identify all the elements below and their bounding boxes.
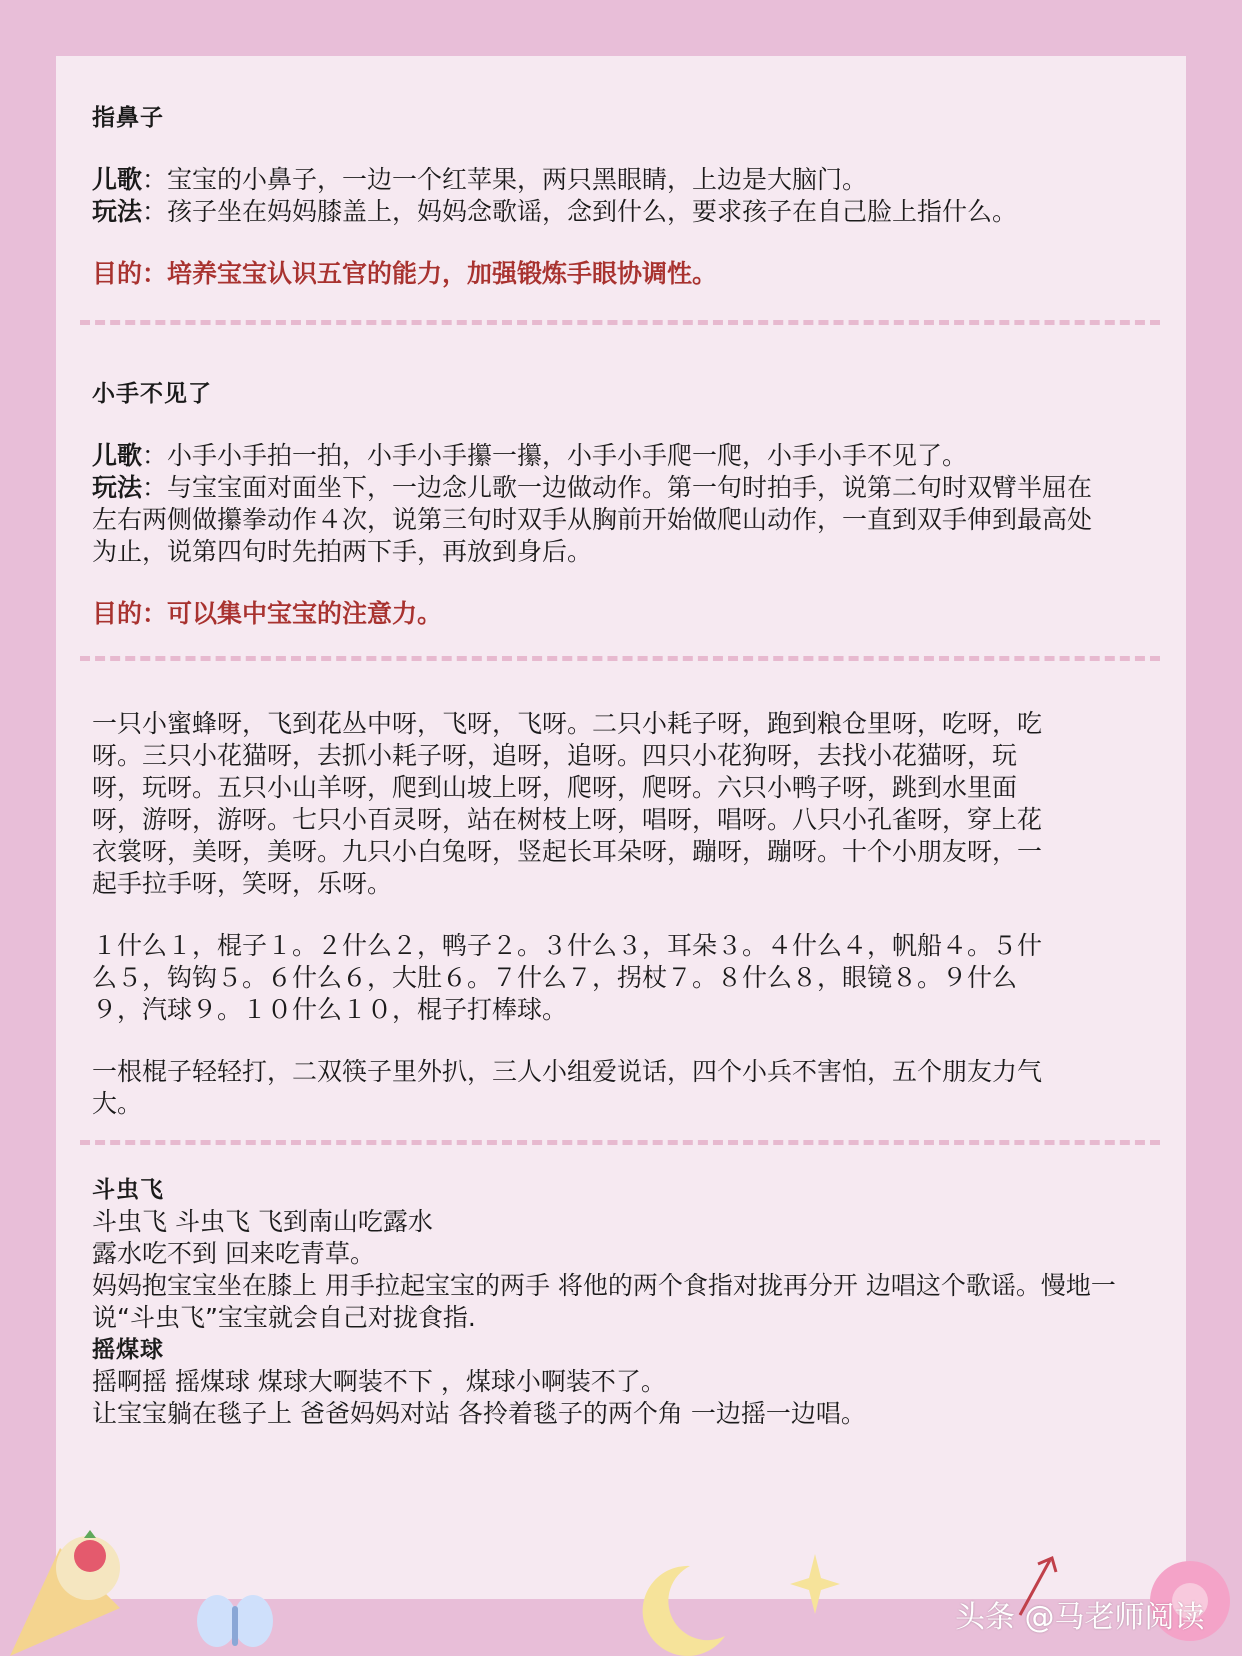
play-label: 玩法 (92, 473, 143, 502)
divider (80, 1140, 1160, 1145)
game-line: 斗虫飞 斗虫飞 飞到南山吃露水 (92, 1207, 433, 1236)
bee-rhyme: 一只小蜜蜂呀，飞到花丛中呀，飞呀，飞呀。二只小耗子呀，跑到粮仓里呀，吃呀，吃呀。三只小花猫呀，去抓小耗子呀，追呀，追呀。四只小花狗呀，去找小花猫呀，玩呀，玩呀。五只小山羊呀，爬到山坡上呀，爬呀，爬呀。六只小鸭子呀，跳到水里面呀，游呀，游呀。七只小百灵呀，站在树枝上呀，唱呀，唱呀。八只小孔雀呀，穿上花衣裳呀，美呀，美呀。九只小白兔呀，竖起长耳朵呀，蹦呀，蹦呀。十个小朋友呀，一起手拉手呀，笑呀，乐呀。 (92, 709, 1043, 898)
game-title-coal: 摇煤球 (92, 1337, 164, 1363)
rhyme-text: ：宝宝的小鼻子，一边一个红苹果，两只黑眼睛，上边是大脑门。 (142, 165, 868, 194)
play-line (92, 472, 1102, 568)
play-text: ：与宝宝面对面坐下，一边念儿歌一边做动作。第一句时拍手，说第二句时双臂半屈在左右两侧做攥拳动作４次，说第三句时双手从胸前开始做爬山动作，一直到双手伸到最高处为止，说第四句时先拍两下手，再放到身后。 (92, 473, 1093, 566)
section-games (92, 1174, 1132, 1430)
rhyme-line (92, 164, 1152, 196)
game-line: 露水吃不到 回来吃青草。 (92, 1239, 375, 1268)
game-title-bug: 斗虫飞 (92, 1177, 164, 1203)
play-label: 玩法 (92, 197, 143, 226)
star-icon (790, 1554, 840, 1614)
game-desc: 妈妈抱宝宝坐在膝上 用手拉起宝宝的两手 将他的两个食指对拢再分开 边唱这个歌谣。慢地一说“斗虫飞”宝宝就会自己对拢食指. (92, 1271, 1116, 1332)
stick-rhyme: 一根棍子轻轻打，二双筷子里外扒，三人小组爱说话，四个小兵不害怕，五个朋友力气大。 (92, 1057, 1043, 1118)
content-card (56, 56, 1186, 1599)
section-finger-nose (92, 102, 1152, 290)
watermark: 头条 @马老师阅读 (955, 1600, 1205, 1635)
section-rhymes (92, 708, 1052, 1120)
divider (80, 656, 1160, 661)
section-hands-gone (92, 378, 1152, 630)
rhyme-label: 儿歌 (92, 441, 143, 470)
play-line (92, 196, 1152, 228)
number-rhyme: １什么１，棍子１。２什么２，鸭子２。３什么３，耳朵３。４什么４，帆船４。５什么５，钩钩５。６什么６，大肚６。７什么７，拐杖７。８什么８，眼镜８。９什么９，汽球９。１０什么１０，棍子打棒球。 (92, 931, 1043, 1024)
game-line: 摇啊摇 摇煤球 煤球大啊装不下 ，煤球小啊装不了。 (92, 1367, 666, 1396)
butterfly-icon (195, 1586, 275, 1656)
rhyme-line (92, 440, 1152, 472)
divider (80, 320, 1160, 325)
game-line: 让宝宝躺在毯子上 爸爸妈妈对站 各拎着毯子的两个角 一边摇一边唱。 (92, 1399, 866, 1428)
section-title: 小手不见了 (92, 381, 212, 407)
moon-icon (630, 1556, 730, 1656)
rhyme-text: ：小手小手拍一拍，小手小手攥一攥，小手小手爬一爬，小手小手不见了。 (142, 441, 968, 470)
ice-cream-icon (0, 1478, 130, 1656)
play-text: ：孩子坐在妈妈膝盖上，妈妈念歌谣，念到什么，要求孩子在自己脸上指什么。 (142, 197, 1018, 226)
purpose-text: 目的：培养宝宝认识五官的能力，加强锻炼手眼协调性。 (92, 259, 718, 288)
section-title: 指鼻子 (92, 105, 164, 131)
rhyme-label: 儿歌 (92, 165, 143, 194)
purpose-text: 目的：可以集中宝宝的注意力。 (92, 599, 443, 628)
